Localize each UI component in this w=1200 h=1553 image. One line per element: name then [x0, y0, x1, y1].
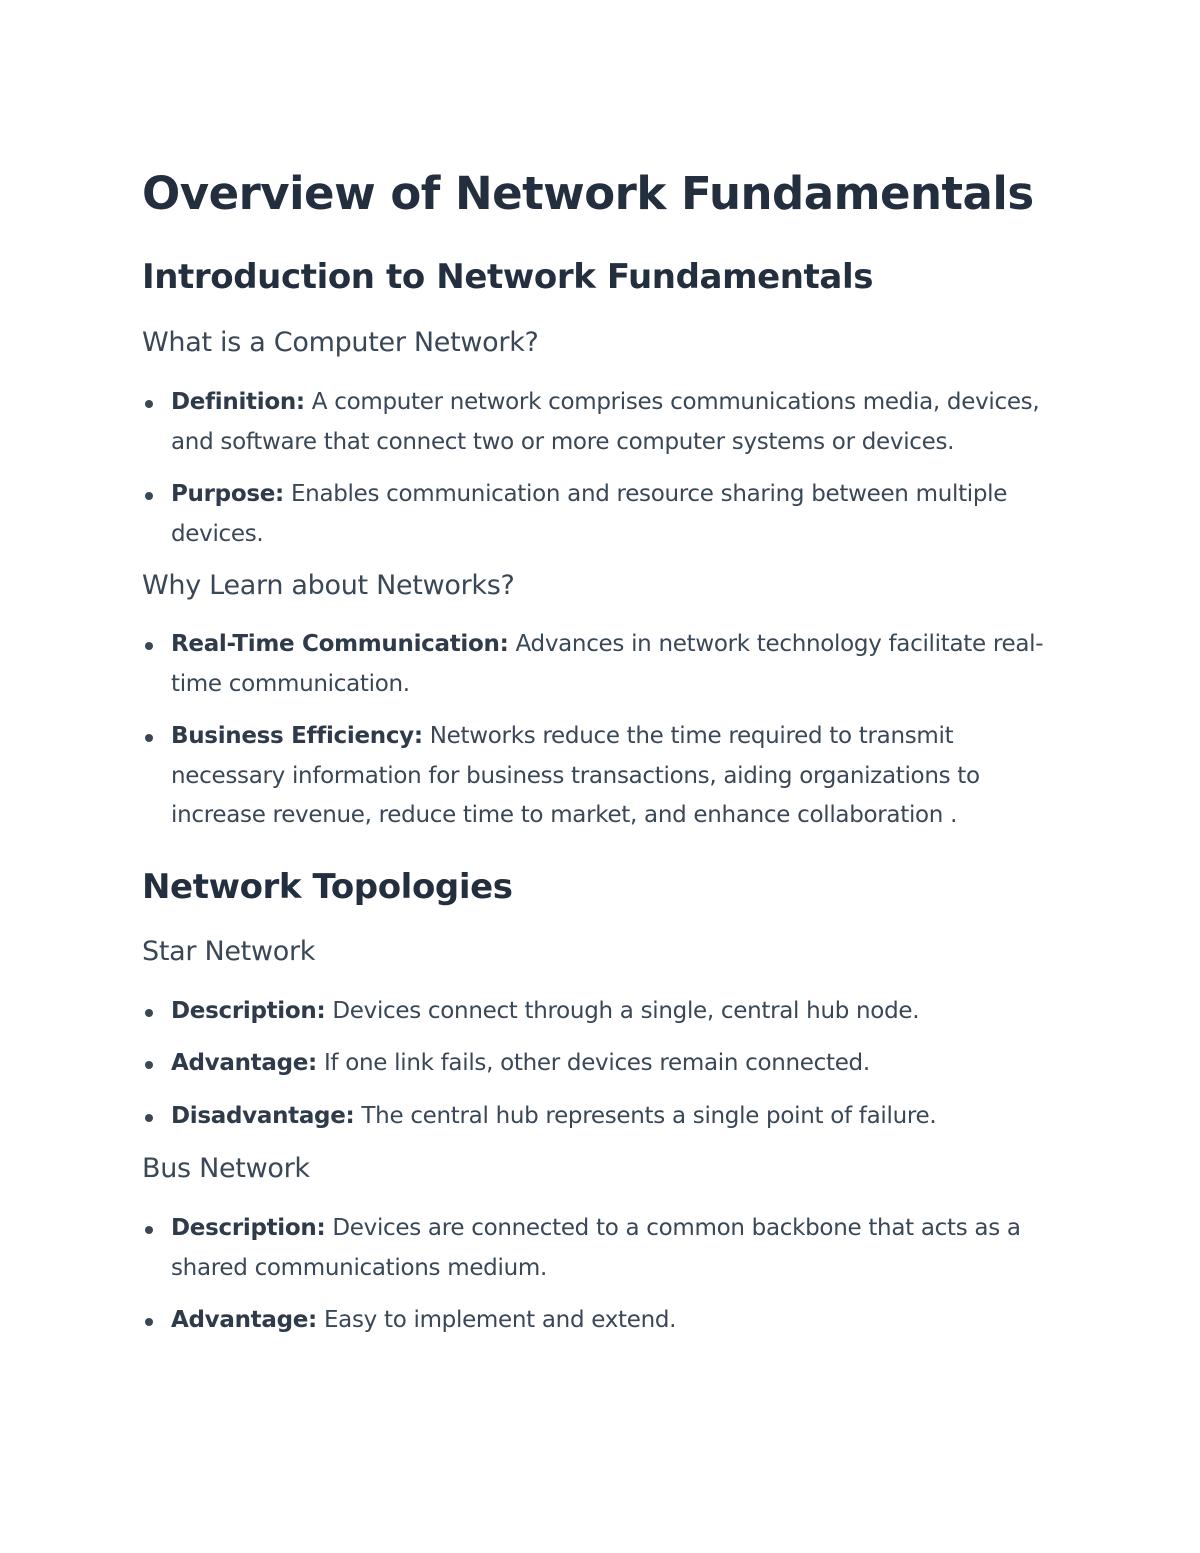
- page-title: Overview of Network Fundamentals: [142, 167, 1034, 220]
- bullet-icon: [145, 1061, 153, 1069]
- subsection-heading-star-network: Star Network: [142, 935, 316, 967]
- item-text: Enables communication and resource sharing between multiple devices.: [171, 481, 1008, 547]
- item-text: If one link fails, other devices remain connected.: [316, 1050, 870, 1076]
- bullet-list-why-learn: [142, 625, 1060, 836]
- bullet-icon: [145, 1226, 153, 1234]
- item-term: Disadvantage:: [171, 1102, 355, 1129]
- list-item: [142, 992, 1060, 1032]
- item-text: Devices connect through a single, central hub node.: [325, 997, 920, 1024]
- item-term: Advantage:: [171, 1050, 317, 1076]
- bullet-icon: [145, 1009, 153, 1017]
- list-item: [142, 625, 1060, 704]
- list-item: [142, 1209, 1060, 1288]
- bullet-list-star-network: [142, 992, 1060, 1137]
- item-term: Real-Time Communication:: [171, 631, 509, 657]
- bullet-icon: [145, 734, 153, 742]
- section-heading-topologies: Network Topologies: [142, 866, 513, 907]
- item-text: Advances in network technology facilitate real-time communication.: [171, 631, 1044, 697]
- subsection-heading-what-is-network: What is a Computer Network?: [142, 327, 539, 358]
- item-term: Description:: [171, 1215, 326, 1241]
- item-term: Purpose:: [171, 481, 284, 507]
- list-item: [142, 1097, 1060, 1137]
- subsection-heading-bus-network: Bus Network: [142, 1153, 310, 1184]
- bullet-icon: [145, 1318, 153, 1326]
- bullet-icon: [145, 1114, 153, 1122]
- item-text: Easy to implement and extend.: [316, 1307, 677, 1333]
- bullet-list-bus-network: [142, 1209, 1060, 1341]
- item-text: A computer network comprises communications media, devices, and software that connect two or more computer systems or devices.: [171, 389, 1040, 455]
- bullet-icon: [145, 642, 153, 650]
- list-item: [142, 1301, 1060, 1341]
- bullet-list-what-is-network: [142, 383, 1060, 554]
- item-text: Networks reduce the time required to transmit necessary information for business transactions, aiding organizations to increase revenue, reduce time to market, and enhance collaboration .: [171, 723, 980, 828]
- list-item: [142, 383, 1060, 462]
- item-term: Definition:: [171, 389, 305, 415]
- item-text: Devices are connected to a common backbone that acts as a shared communications medium.: [171, 1215, 1021, 1281]
- list-item: [142, 1044, 1060, 1084]
- item-term: Advantage:: [171, 1307, 317, 1333]
- list-item: [142, 475, 1060, 554]
- section-heading-introduction: Introduction to Network Fundamentals: [142, 257, 874, 297]
- item-term: Business Efficiency:: [171, 723, 423, 749]
- subsection-heading-why-learn: Why Learn about Networks?: [142, 570, 515, 601]
- bullet-icon: [145, 492, 153, 500]
- item-term: Description:: [171, 997, 326, 1024]
- item-text: The central hub represents a single point of failure.: [354, 1102, 937, 1129]
- bullet-icon: [145, 400, 153, 408]
- list-item: [142, 717, 1060, 836]
